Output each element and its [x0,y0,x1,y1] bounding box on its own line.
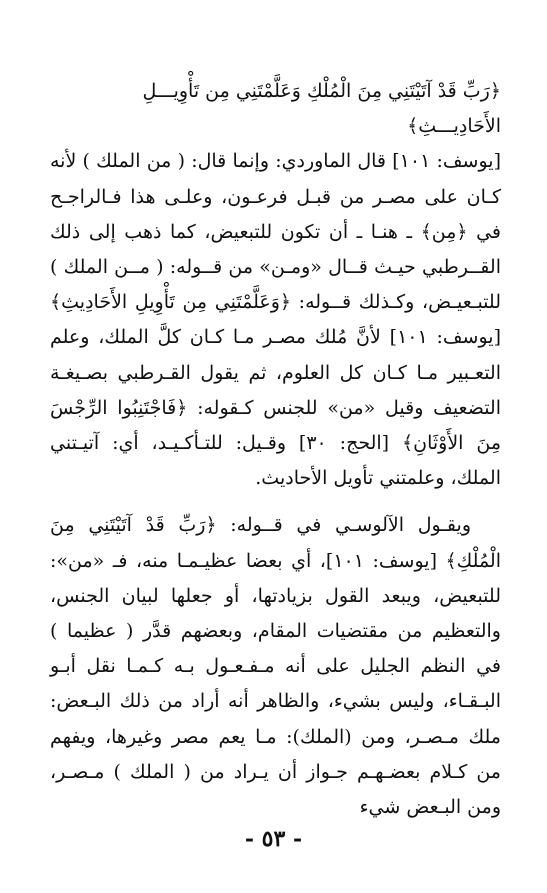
quran-verse: ﴿رَبِّ قَدْ آتَيْتَنِي مِنَ الْمُلْكِ وَعَلَّمْتَنِي مِن تَأْوِيـــلِ الأَحَادِيـــثِ﴾ [142,80,501,138]
paragraph-maawardi: [يوسف: ١٠١] قال الماوردي: وإنما قال: ( من الملك ) لأنه كـان على مصـر من قبـل فرعـون، وعلـى هذا فـالراجـح في ﴿مِن﴾ ـ هنـا ـ أن تكون للتبعيض، كما ذهب إلى ذلك القــرطبي حيـث قــال «ومـن» من قــوله: ( مــن الملك ) للتبـعيـض، وكـذلك قــوله: ﴿وَعَلَّمْتَنِي مِن تَأْوِيلِ الأَحَادِيثِ﴾ [يوسف: ١٠١] لأنَّ مُلك مصـر مـا كـان كلَّ الملك، وعلم التعـبير مـا كـان كل العلوم، ثم يقول القـرطبي بصـيغـة التضعيف وقيل «من» للجنس كـقوله: ﴿فَاجْتَنِبُوا الرِّجْسَ مِنَ الأَوْثَانِ﴾ [الحج: ٣٠] وقـيل: للتـأكـيـد، أي: آتيـتني الملك، وعلمتني تأويل الأحاديث. [50,150,501,490]
paragraph-gap [50,496,501,508]
page-number: - ٥٣ - [244,826,303,852]
paragraph-alusi: ويقـول الآلوسـي في قــوله: ﴿رَبِّ قَدْ آتَيْتَنِي مِنَ الْمُلْكِ﴾ [يوسف: ١٠١]، أي بعضا عظيـمـا منه، فـ «من»: للتبعيض، ويبعد القول بزيادتها، أو جعلها لبيان الجنس، والتعظيم من مقتضيات المقام، وبعضهم قدَّر ( عظيما ) في النظم الجليل على أنه مـفـعـول بـه كـمـا نقل أبـو البـقـاء، وليس بشيء، والظاهر أنه أراد من ذلك البـعض: ملك مـصـر، ومن (الملك): مـا يعم مصر وغيرها، ويفهم من كـلام بعضـهـم جـواز أن يـراد من ( الملك ) مـصـر، ومن البـعض شيء [50,514,502,819]
